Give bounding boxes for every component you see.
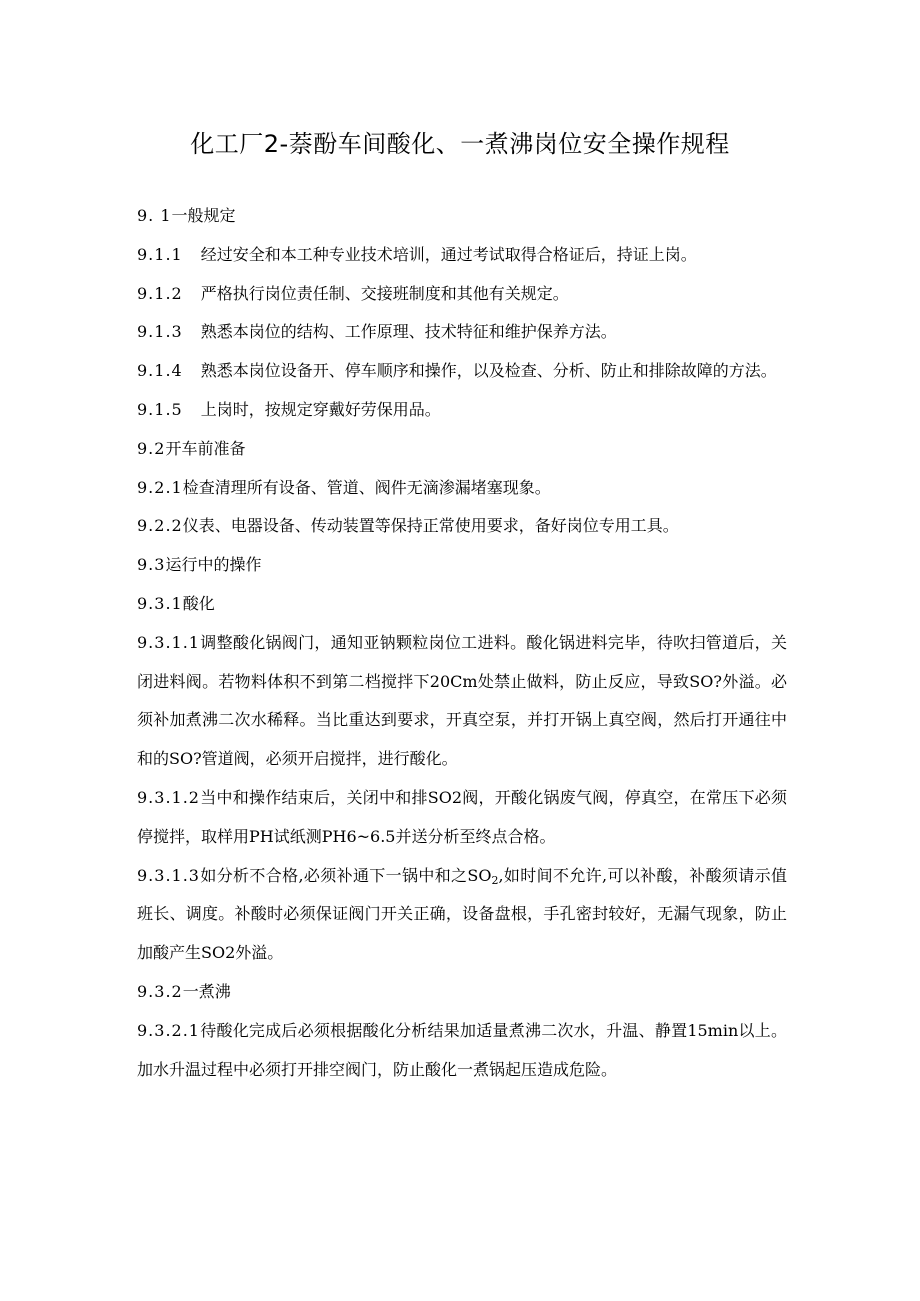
section-number: 9.1.5 <box>137 399 183 419</box>
paragraph-text: 开车前准备 <box>165 438 246 458</box>
paragraph-text: 上岗时，按规定穿戴好劳保用品。 <box>200 399 441 419</box>
paragraph-9-2-1 <box>137 469 787 508</box>
section-number: 9.1.3 <box>137 322 183 342</box>
paragraph-9-1-5 <box>137 391 787 430</box>
section-number: 9.2.2 <box>137 516 183 536</box>
section-number: 9.1.4 <box>137 361 183 381</box>
paragraph-text-before: 如分析不合格,必须补通下一锅中和之SO <box>199 865 492 885</box>
section-number: 9.3.1 <box>137 593 183 613</box>
paragraph-9-3-1 <box>137 585 787 624</box>
paragraph-9-1-3 <box>137 313 787 352</box>
section-number: 9. 1 <box>137 206 172 225</box>
paragraph-text: 调整酸化锅阀门，通知亚钠颗粒岗位工进料。酸化锅进料完毕，待吹扫管道后，关闭进料阀。若物料体积不到第二档搅拌下20Cm处禁止做料，防止反应，导致SO?外溢。必须补加煮沸二次水稀释。当比重达到要求，开真空泵，并打开锅上真空阀，然后打开通往中和的SO?管道阀，必须开启搅拌，进行酸化。 <box>137 632 787 769</box>
paragraph-text: 经过安全和本工种专业技术培训，通过考试取得合格证后，持证上岗。 <box>200 244 697 264</box>
section-number: 9.3.1.2 <box>137 787 200 807</box>
paragraph-text: 一煮沸 <box>182 981 231 1001</box>
paragraph-text: 待酸化完成后必须根据酸化分析结果加适量煮沸二次水，升温、静置15min以上。加水升温过程中必须打开排空阀门，防止酸化一煮锅起压造成危险。 <box>137 1020 787 1079</box>
section-number: 9.1.1 <box>137 244 183 264</box>
paragraph-9-3-2-1 <box>137 1012 787 1090</box>
paragraph-9-3-1-2 <box>137 779 787 857</box>
subscript-2: 2 <box>491 873 499 887</box>
paragraph-9-1-1 <box>137 236 787 275</box>
section-number: 9.3.2 <box>137 981 183 1001</box>
paragraph-9-2-2 <box>137 507 787 546</box>
section-number: 9.3.1.1 <box>137 632 200 652</box>
paragraph-9-1-2 <box>137 275 787 314</box>
paragraph-text: 熟悉本岗位设备开、停车顺序和操作，以及检查、分析、防止和排除故障的方法。 <box>200 361 777 381</box>
paragraph-9-3 <box>137 546 787 585</box>
paragraph-text: 运行中的操作 <box>165 555 262 575</box>
paragraph-text: 检查清理所有设备、管道、阀件无滴渗漏堵塞现象。 <box>182 477 551 497</box>
section-number: 9.2.1 <box>137 477 183 497</box>
paragraph-9-3-2 <box>137 973 787 1012</box>
paragraph-text: 一般规定 <box>171 206 236 225</box>
document-body <box>137 197 787 1089</box>
paragraph-9-2 <box>137 430 787 469</box>
section-number: 9.2 <box>137 438 166 458</box>
section-number: 9.3.1.3 <box>137 865 200 885</box>
paragraph-9-3-1-1 <box>137 624 787 779</box>
document-title: 化工厂2-萘酚车间酸化、一煮沸岗位安全操作规程 <box>190 130 730 158</box>
paragraph-9-1 <box>137 197 787 236</box>
paragraph-9-3-1-3 <box>137 857 787 973</box>
paragraph-text: 仪表、电器设备、传动装置等保持正常使用要求，备好岗位专用工具。 <box>182 516 679 536</box>
section-number: 9.3.2.1 <box>137 1020 200 1040</box>
paragraph-text: 严格执行岗位责任制、交接班制度和其他有关规定。 <box>200 283 569 303</box>
paragraph-text: 当中和操作结束后，关闭中和排SO2阀，开酸化锅废气阀，停真空，在常压下必须停搅拌，取样用PH试纸测PH6~6.5并送分析至终点合格。 <box>137 787 787 846</box>
paragraph-text: 熟悉本岗位的结构、工作原理、技术特征和维护保养方法。 <box>200 322 617 342</box>
section-number: 9.1.2 <box>137 283 183 303</box>
paragraph-9-1-4 <box>137 352 787 391</box>
paragraph-text: 酸化 <box>182 593 215 613</box>
paragraph-text-after: ,如时间不允许,可以补酸，补酸须请示值班长、调度。补酸时必须保证阀门开关正确，设备盘根，手孔密封较好，无漏气现象，防止加酸产生SO2外溢。 <box>137 865 787 963</box>
section-number: 9.3 <box>137 555 166 575</box>
